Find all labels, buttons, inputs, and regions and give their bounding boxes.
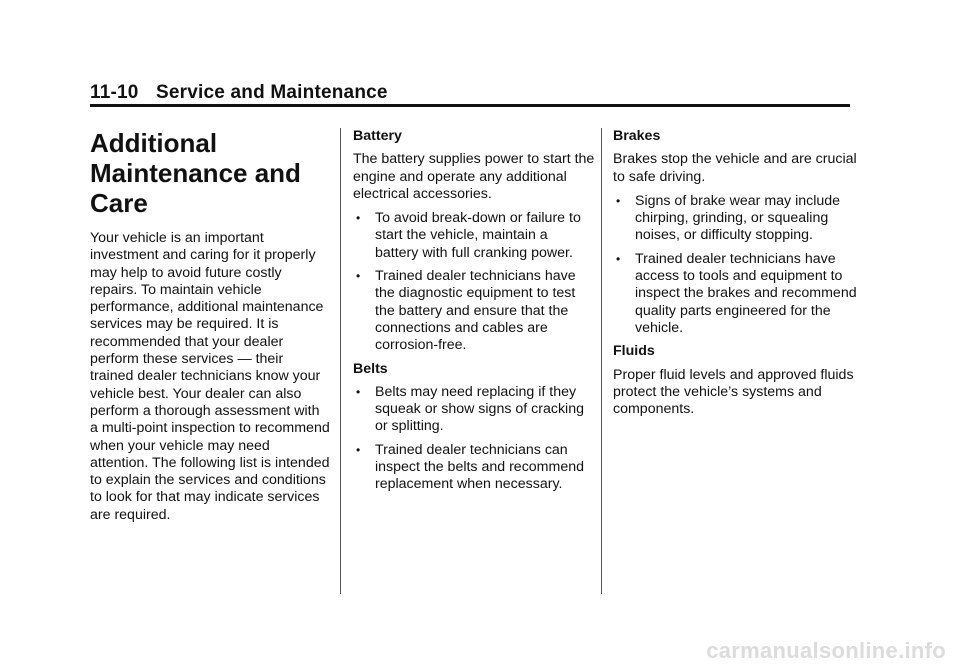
battery-list xyxy=(353,210,595,354)
fluids-intro: Proper fluid levels and approved fluids protect the vehicle’s systems and components. xyxy=(613,366,854,418)
bullet-icon: • xyxy=(356,269,361,284)
list-item-text: Trained dealer technicians have the diagnostic equipment to test the battery and ensure that the connections and cables are corrosion-free. xyxy=(375,268,576,354)
list-item-text: Belts may need replacing if they squeak or show signs of cracking or splitting. xyxy=(375,383,584,435)
header-rule xyxy=(90,104,850,107)
brakes-heading: Brakes xyxy=(613,128,661,144)
column-divider xyxy=(601,128,602,594)
list-item xyxy=(353,210,595,262)
list-item xyxy=(613,193,858,245)
page-title: Additional Maintenance and Care xyxy=(90,128,301,218)
fluids-heading: Fluids xyxy=(613,343,655,360)
bullet-icon: • xyxy=(616,193,621,208)
brakes-intro: Brakes stop the vehicle and are crucial to safe driving. xyxy=(613,151,857,185)
bullet-icon: • xyxy=(356,211,361,226)
list-item xyxy=(353,442,595,494)
bullet-icon: • xyxy=(356,384,361,399)
section-title: Service and Maintenance xyxy=(156,82,388,103)
bullet-icon: • xyxy=(356,442,361,457)
section-number: 11-10 xyxy=(90,82,139,103)
battery-heading: Battery xyxy=(353,128,402,144)
belts-list xyxy=(353,384,595,494)
bullet-icon: • xyxy=(616,251,621,266)
brakes-list xyxy=(613,193,858,337)
list-item-text: Trained dealer technicians can inspect the belts and recommend replacement when necessary. xyxy=(375,441,584,493)
column-2 xyxy=(353,128,595,500)
watermark: carmanualsonline.info xyxy=(706,638,946,663)
list-item-text: To avoid break-down or failure to start the vehicle, maintain a battery with full cranking power. xyxy=(375,210,581,261)
list-item xyxy=(353,384,595,436)
battery-intro: The battery supplies power to start the engine and operate any additional electrical accessories. xyxy=(353,151,595,202)
list-item-text: Trained dealer technicians have access to tools and equipment to inspect the brakes and recommend quality parts engineered for the vehicle. xyxy=(635,250,857,336)
list-item-text: Signs of brake wear may include chirping, grinding, or squealing noises, or difficulty stopping. xyxy=(635,192,841,244)
page-header xyxy=(90,82,850,104)
column-1 xyxy=(90,128,330,531)
column-divider xyxy=(340,128,341,594)
belts-heading: Belts xyxy=(353,360,388,377)
list-item xyxy=(353,268,595,354)
intro-paragraph: Your vehicle is an important investment and caring for it properly may help to avoid future costly repairs. To maintain vehicle performance, additional maintenance services may be required. It is recommended that your dealer perform these services — their trained dealer technicians know your vehicle best. Your dealer can also perform a thorough assessment with a multi-point inspection to recommend when your vehicle may need attention. The following list is intended to explain the services and conditions to look for that may indicate services are required. xyxy=(90,230,330,523)
column-3 xyxy=(613,128,858,425)
list-item xyxy=(613,251,858,337)
